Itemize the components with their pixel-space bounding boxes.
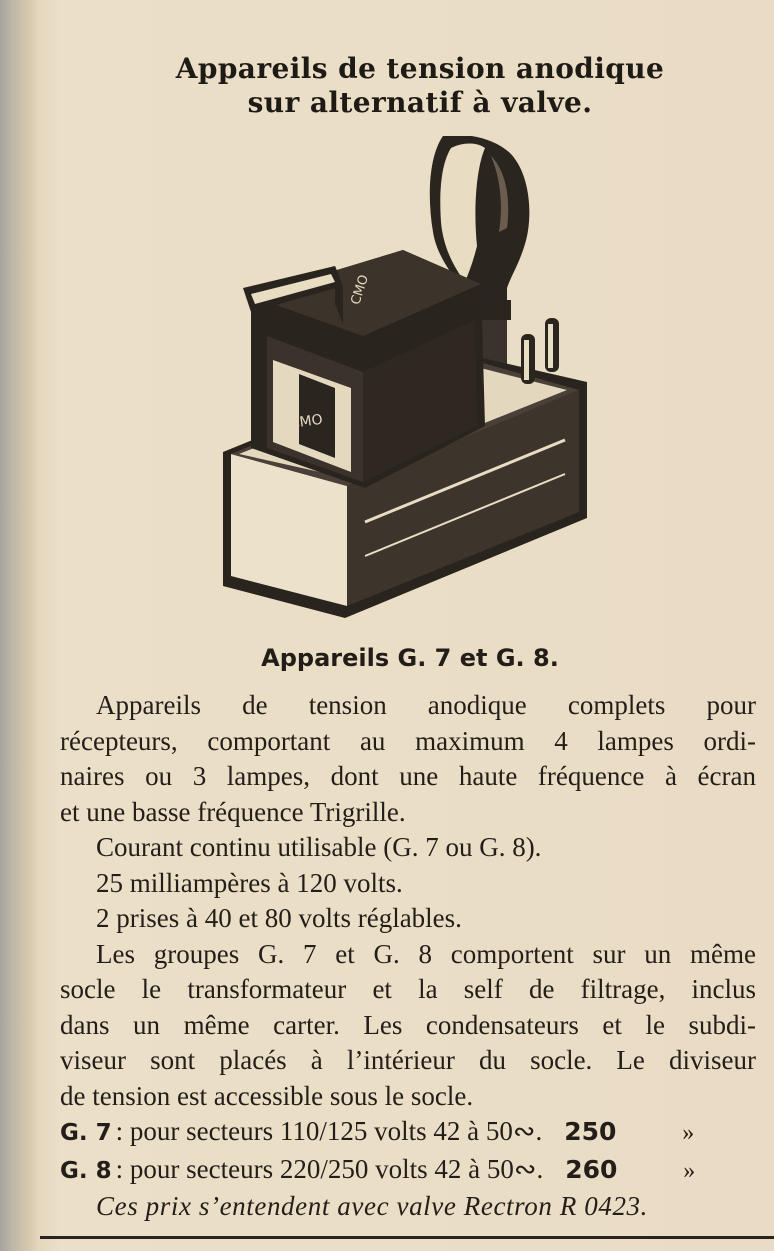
model-code: G. 8 [60, 1157, 112, 1184]
device-illustration [215, 136, 605, 626]
model-description: : pour secteurs 220/250 volts 42 à 50∾. [115, 1153, 544, 1184]
body-line: naires ou 3 lampes, dont une haute fréquence à écran [60, 761, 756, 791]
price-note: Ces prix s’entendent avec valve Rectron R 0423. [96, 1191, 649, 1221]
ditto-mark: » [682, 1120, 695, 1146]
page-spine-shadow [0, 0, 38, 1251]
price-row-g7 [60, 1114, 756, 1152]
body-line: de tension est accessible sous le socle. [60, 1080, 474, 1111]
model-price: 250 [564, 1117, 617, 1146]
model-description: : pour secteurs 110/125 volts 42 à 50∾. [115, 1116, 543, 1146]
page-title [60, 52, 774, 120]
body-line: 2 prises à 40 et 80 volts réglables. [96, 903, 462, 933]
body-line: et une basse fréquence Trigrille. [60, 796, 406, 827]
title-line-1: Appareils de tension anodique [175, 52, 665, 85]
body-line: Courant continu utilisable (G. 7 ou G. 8). [96, 832, 542, 862]
body-line: Les groupes G. 7 et G. 8 comportent sur un même [96, 938, 756, 969]
bottom-rule [40, 1236, 774, 1239]
body-line: récepteurs, comportant au maximum 4 lampes ordi- [60, 725, 756, 756]
body-line: viseur sont placés à l’intérieur du socle. Le diviseur [60, 1045, 756, 1075]
body-line: Appareils de tension anodique complets pour [96, 690, 756, 720]
description-text [60, 688, 756, 1225]
emblem-text-top: CMO [348, 273, 373, 307]
body-line: socle le transformateur et la self de filtrage, inclus [60, 974, 756, 1004]
model-price: 260 [565, 1154, 618, 1184]
model-code: G. 7 [60, 1120, 112, 1146]
illustration-caption: Appareils G. 7 et G. 8. [261, 644, 559, 672]
title-line-2: sur alternatif à valve. [247, 86, 593, 119]
emblem-text-side: CMO [288, 411, 324, 433]
body-line: 25 milliampères à 120 volts. [96, 867, 403, 898]
body-line: dans un même carter. Les condensateurs et le subdi- [60, 1009, 756, 1040]
ditto-mark: » [683, 1157, 696, 1184]
price-row-g8 [60, 1152, 756, 1190]
